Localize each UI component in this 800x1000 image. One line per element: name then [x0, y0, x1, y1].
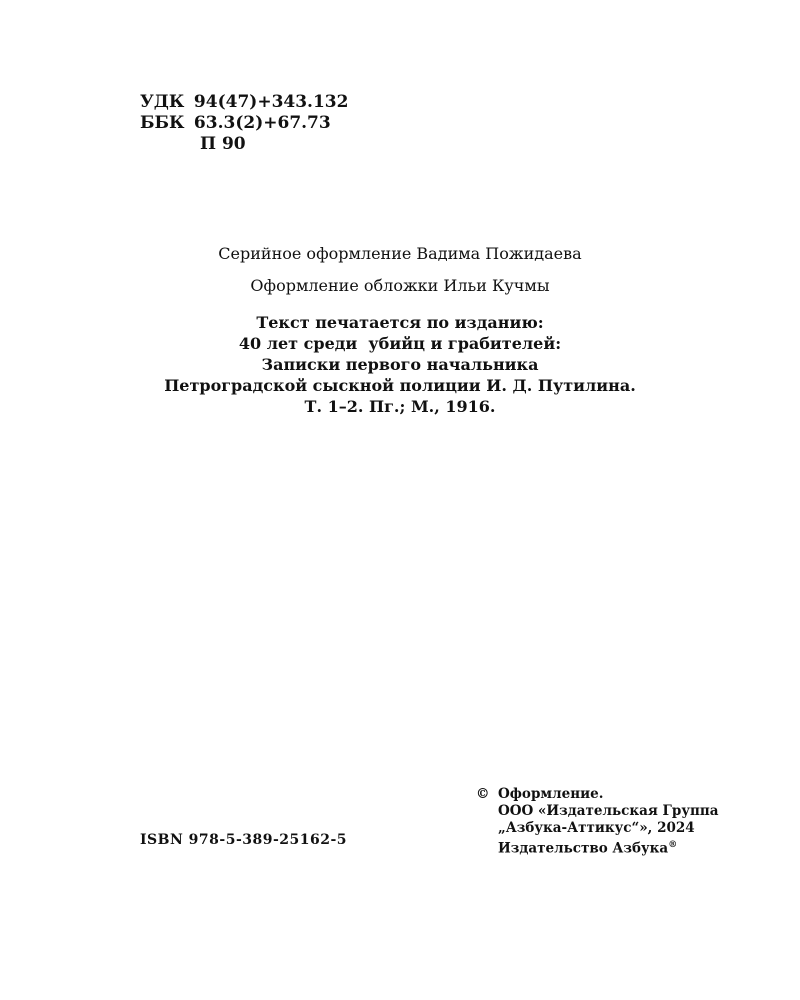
classification-codes [140, 92, 348, 155]
registered-mark: ® [668, 840, 678, 850]
publisher-name: Издательство Азбука [498, 840, 669, 857]
series-design-credit: Серийное оформление Вадима Пожидаева [218, 244, 582, 263]
copyright-lines [476, 786, 718, 858]
copyright-block [476, 786, 718, 858]
source-line: Т. 1–2. Пг.; М., 1916. [304, 397, 496, 416]
isbn-number: ISBN 978-5-389-25162-5 [140, 832, 348, 848]
author-code: П 90 [200, 134, 246, 154]
copyright-line: ООО «Издательская Группа [498, 803, 719, 819]
bbk-value: 63.3(2)+67.73 [193, 113, 331, 133]
bbk-label: ББК [140, 113, 185, 133]
source-line: Петроградской сыскной полиции И. Д. Путилина. [164, 376, 636, 395]
copyright-line-publisher [498, 837, 718, 858]
source-edition-note [0, 312, 800, 417]
udk-value: 94(47)+343.132 [193, 92, 349, 112]
udk-label: УДК [140, 92, 185, 112]
copyright-line: Оформление. [498, 786, 604, 802]
bbk-row [140, 113, 348, 134]
source-line: 40 лет среди убийц и грабителей: [238, 334, 562, 353]
source-line: Текст печатается по изданию: [256, 313, 544, 332]
udk-row [140, 92, 348, 113]
source-line: Записки первого начальника [261, 355, 539, 374]
copyright-line: „Азбука-Аттикус“», 2024 [498, 820, 695, 836]
cover-design-credit: Оформление обложки Ильи Кучмы [250, 276, 550, 295]
copyright-symbol: © [476, 786, 490, 802]
